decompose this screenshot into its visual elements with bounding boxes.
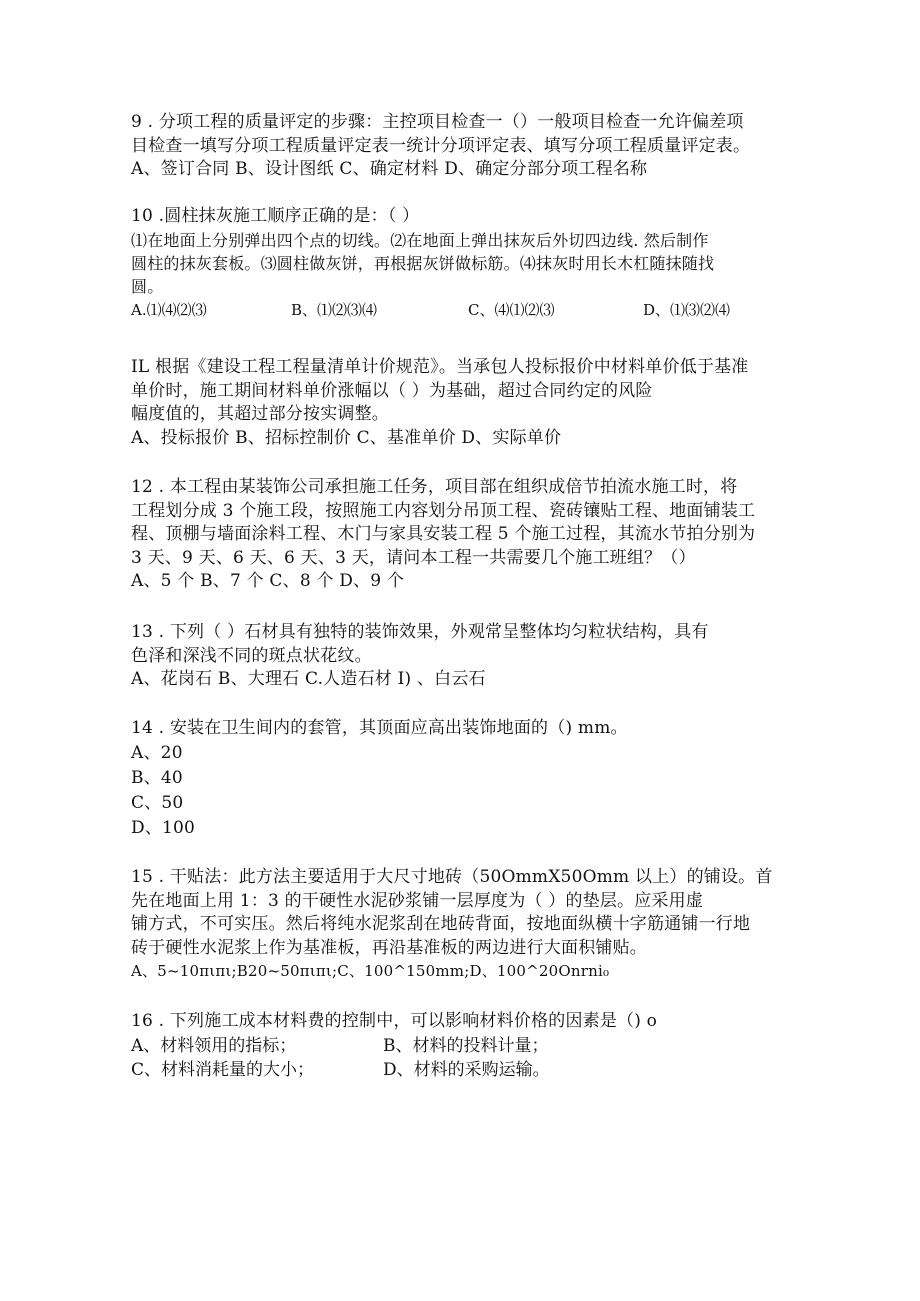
question-11-options: A、投标报价 B、招标控制价 C、基准单价 D、实际单价 <box>131 427 562 448</box>
question-14-option-d: D、100 <box>131 817 196 838</box>
question-11-stem-line-3: 幅度值的，其超过部分按实调整。 <box>131 404 389 424</box>
question-15-stem-line-4: 砖于硬性水泥浆上作为基准板，再沿基准板的两边进行大面积铺贴。 <box>131 937 647 958</box>
question-11 <box>131 356 811 450</box>
question-10-option-b: B、⑴⑵⑶⑷ <box>291 300 378 319</box>
question-16-option-a: A、材料领用的指标； <box>131 1035 297 1056</box>
question-12-stem-line-1: 12 . 本工程由某装饰公司承担施工任务，项目部在组织成倍节拍流水施工时，将 <box>131 477 738 497</box>
question-14 <box>131 717 811 841</box>
question-10-stem-line-3: 圆柱的抹灰套板。⑶圆柱做灰饼，再根据灰饼做标筋。⑷抹灰时用长木杠随抹随找 <box>131 253 715 273</box>
question-12-options: A、5 个 B、7 个 C、8 个 D、9 个 <box>131 571 405 591</box>
question-15 <box>131 866 811 984</box>
question-12-stem-line-2: 工程划分成 3 个施工段，按照施工内容划分吊顶工程、瓷砖镶贴工程、地面铺装工 <box>131 500 756 521</box>
question-16-stem: 16 . 下列施工成本材料费的控制中，可以影响材料价格的因素是（) o <box>131 1011 658 1031</box>
question-10-option-d: D、⑴⑶⑵⑷ <box>643 300 731 319</box>
question-13 <box>131 621 811 692</box>
question-9 <box>131 111 811 182</box>
question-13-stem-line-1: 13 . 下列（ ）石材具有独特的装饰效果，外观常呈整体均匀粒状结构，具有 <box>131 622 709 642</box>
question-15-stem-line-1: 15 . 干贴法：此方法主要适用于大尺寸地砖（50OmmX50Omm 以上）的铺设。首 <box>131 867 773 887</box>
question-9-stem-line-1: 9 . 分项工程的质量评定的步骤：主控项目检查一（）一般项目检查一允许偏差项 <box>131 112 744 132</box>
question-15-stem-line-2: 先在地面上用 1：3 的干硬性水泥砂浆铺一层厚度为（ ）的垫层。应采用虚 <box>131 890 704 911</box>
question-16-option-d: D、材料的采购运输。 <box>383 1059 550 1080</box>
question-16-option-b: B、材料的投料计量； <box>383 1035 549 1056</box>
question-12-stem-line-4: 3 天、9 天、6 天、6 天、3 天，请问本工程一共需要几个施工班组？（） <box>131 547 696 568</box>
question-14-option-a: A、20 <box>131 742 183 763</box>
question-16-options-row-1 <box>131 1034 811 1058</box>
question-13-options: A、花岗石 B、大理石 C.人造石材 I) 、白云石 <box>131 669 486 689</box>
question-10-stem-line-2: ⑴在地面上分别弹出四个点的切线。⑵在地面上弹出抹灰后外切四边线. 然后制作 <box>131 230 709 250</box>
question-12-stem-line-3: 程、顶棚与墙面涂料工程、木门与家具安装工程 5 个施工过程，其流水节拍分别为 <box>131 524 756 544</box>
question-16-options-row-2 <box>131 1058 811 1082</box>
question-12 <box>131 476 811 594</box>
question-9-stem-line-2: 目检查一填写分项工程质量评定表一统计分项评定表、填写分项工程质量评定表。 <box>131 135 751 156</box>
question-9-options: A、签订合同 B、设计图纸 C、确定材料 D、确定分部分项工程名称 <box>131 159 648 179</box>
question-10-option-a: A.⑴⑷⑵⑶ <box>131 300 207 319</box>
question-11-stem-line-2: 单价时，施工期间材料单价涨幅以（ ）为基础，超过合同约定的风险 <box>131 380 653 401</box>
question-14-option-b: B、40 <box>131 767 183 788</box>
question-10-option-c: C、⑷⑴⑵⑶ <box>468 300 555 319</box>
question-16 <box>131 1010 811 1082</box>
question-10-options <box>131 298 811 322</box>
question-16-option-c: C、材料消耗量的大小； <box>131 1059 315 1080</box>
question-14-option-c: C、50 <box>131 792 184 813</box>
question-15-stem-line-3: 铺方式，不可实压。然后将纯水泥浆刮在地砖背面，按地面纵横十字筋通铺一行地 <box>131 914 751 934</box>
question-10-stem-line-1: 10 .圆柱抹灰施工顺序正确的是：（ ） <box>131 206 420 226</box>
question-14-stem: 14 . 安装在卫生间内的套管，其顶面应高出装饰地面的（) mm。 <box>131 718 628 738</box>
question-15-options: A、5~10πιπι;B20~50πιπι;C、100^150mm;D、100^20Onrni₀ <box>131 962 610 980</box>
question-10-stem-line-4: 圆。 <box>131 276 164 296</box>
question-10 <box>131 205 811 322</box>
question-13-stem-line-2: 色泽和深浅不同的斑点状花纹。 <box>131 645 372 666</box>
question-11-stem-line-1: IL 根据《建设工程工程量清单计价规范》。当承包人投标报价中材料单价低于基准 <box>131 357 749 377</box>
